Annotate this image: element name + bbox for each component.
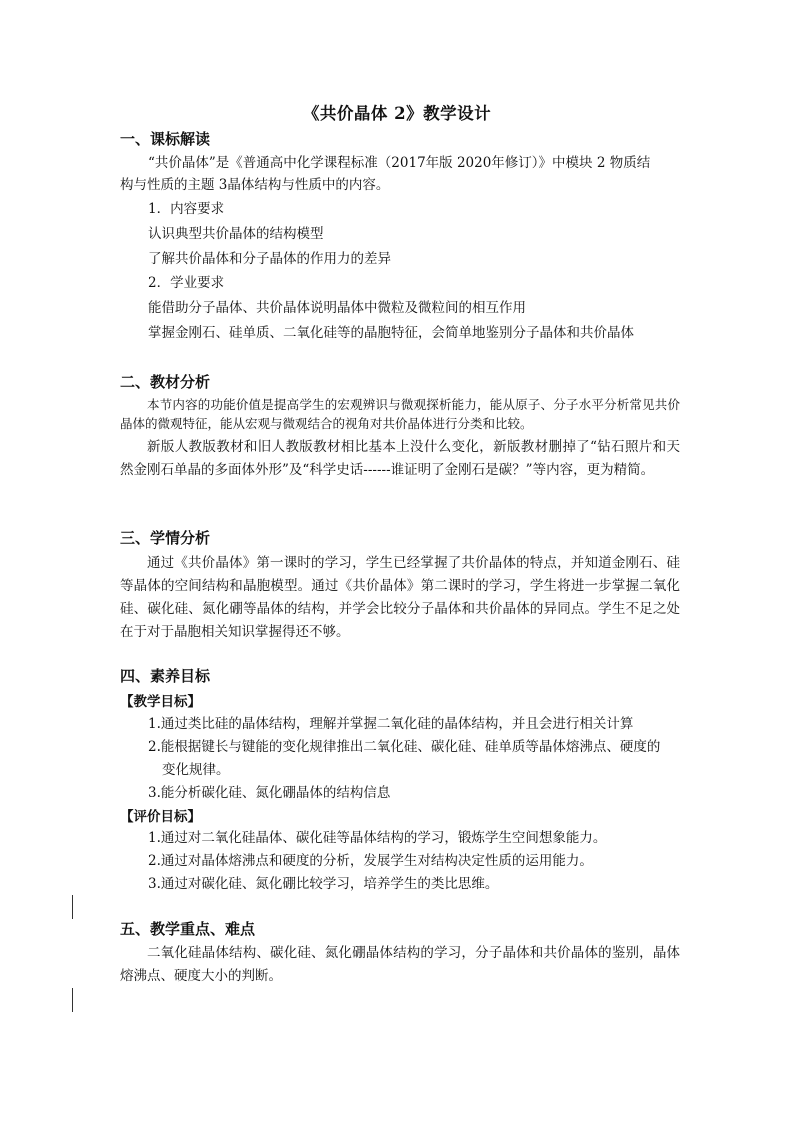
s2-paragraph-1: 本节内容的功能价值是提高学生的宏观辨识与微观探析能力，能从原子、分子水平分析常见共价晶体的微观特征，能从宏观与微观结合的视角对共价晶体进行分类和比较。 <box>120 397 680 431</box>
evaluation-goal-2: 2.通过对晶体熔沸点和硬度的分析，发展学生对结构决定性质的运用能力。 <box>148 853 593 869</box>
teaching-goal-3: 3.能分析碳化硅、氮化硼晶体的结构信息 <box>148 785 391 801</box>
s1-sub1-item1: 认识典型共价晶体的结构模型 <box>148 226 324 242</box>
s3-paragraph-1: 通过《共价晶体》第一课时的学习，学生已经掌握了共价晶体的特点，并知道金刚石、硅等晶体的空间结构和晶胞模型。通过《共价晶体》第二课时的学习，学生将进一步掌握二氧化硅、碳化硅、氮化硼等晶体的结构，并学会比较分子晶体和共价晶体的异同点。学生不足之处在于对于晶胞相关知识掌握得还不够。 <box>120 555 680 640</box>
section-heading-5: 五、教学重点、难点 <box>120 920 256 938</box>
s5-paragraph-1: 二氧化硅晶体结构、碳化硅、氮化硼晶体结构的学习，分子晶体和共价晶体的鉴别，晶体熔沸点、硬度大小的判断。 <box>120 945 680 984</box>
evaluation-goal-1: 1.通过对二氧化硅晶体、碳化硅等晶体结构的学习，锻炼学生空间想象能力。 <box>148 830 607 846</box>
s1-sub2-item1: 能借助分子晶体、共价晶体说明晶体中微粒及微粒间的相互作用 <box>148 300 526 316</box>
s2-paragraph-2: 新版人教版教材和旧人教版教材相比基本上没什么变化，新版教材删掉了“钻石照片和天然金刚石单晶的多面体外形”及“科学史话------谁证明了金刚石是碳？”等内容，更为精简。 <box>120 439 680 478</box>
s1-sub2-item2: 掌握金刚石、硅单质、二氧化硅等的晶胞特征，会简单地鉴别分子晶体和共价晶体 <box>148 325 634 341</box>
s1-intro-line1: “共价晶体”是《普通高中化学课程标准（2017年版 2020年修订）》中模块 2 物质结 <box>148 155 651 171</box>
s1-intro-line2: 构与性质的主题 3晶体结构与性质中的内容。 <box>120 177 390 193</box>
teaching-goals-label: 【教学目标】 <box>120 694 201 710</box>
section-heading-2: 二、教材分析 <box>120 373 211 391</box>
evaluation-goal-3: 3.通过对碳化硅、氮化硼比较学习，培养学生的类比思维。 <box>148 876 499 892</box>
teaching-goal-2: 2.能根据键长与键能的变化规律推出二氧化硅、碳化硅、硅单质等晶体熔沸点、硬度的 <box>148 739 661 755</box>
section-heading-1: 一、课标解读 <box>120 130 211 148</box>
s1-sub1: 1．内容要求 <box>148 201 225 217</box>
section-heading-3: 三、学情分析 <box>120 529 211 547</box>
teaching-goal-2-continued: 变化规律。 <box>162 762 230 778</box>
margin-change-bar-1 <box>72 895 73 919</box>
evaluation-goals-label: 【评价目标】 <box>120 809 201 825</box>
section-heading-4: 四、素养目标 <box>120 667 211 685</box>
s1-sub1-item2: 了解共价晶体和分子晶体的作用力的差异 <box>148 251 391 267</box>
s1-sub2: 2．学业要求 <box>148 275 225 291</box>
document-title: 《共价晶体 2》教学设计 <box>302 104 492 123</box>
teaching-goal-1: 1.通过类比硅的晶体结构，理解并掌握二氧化硅的晶体结构，并且会进行相关计算 <box>148 716 634 732</box>
margin-change-bar-2 <box>72 988 73 1012</box>
